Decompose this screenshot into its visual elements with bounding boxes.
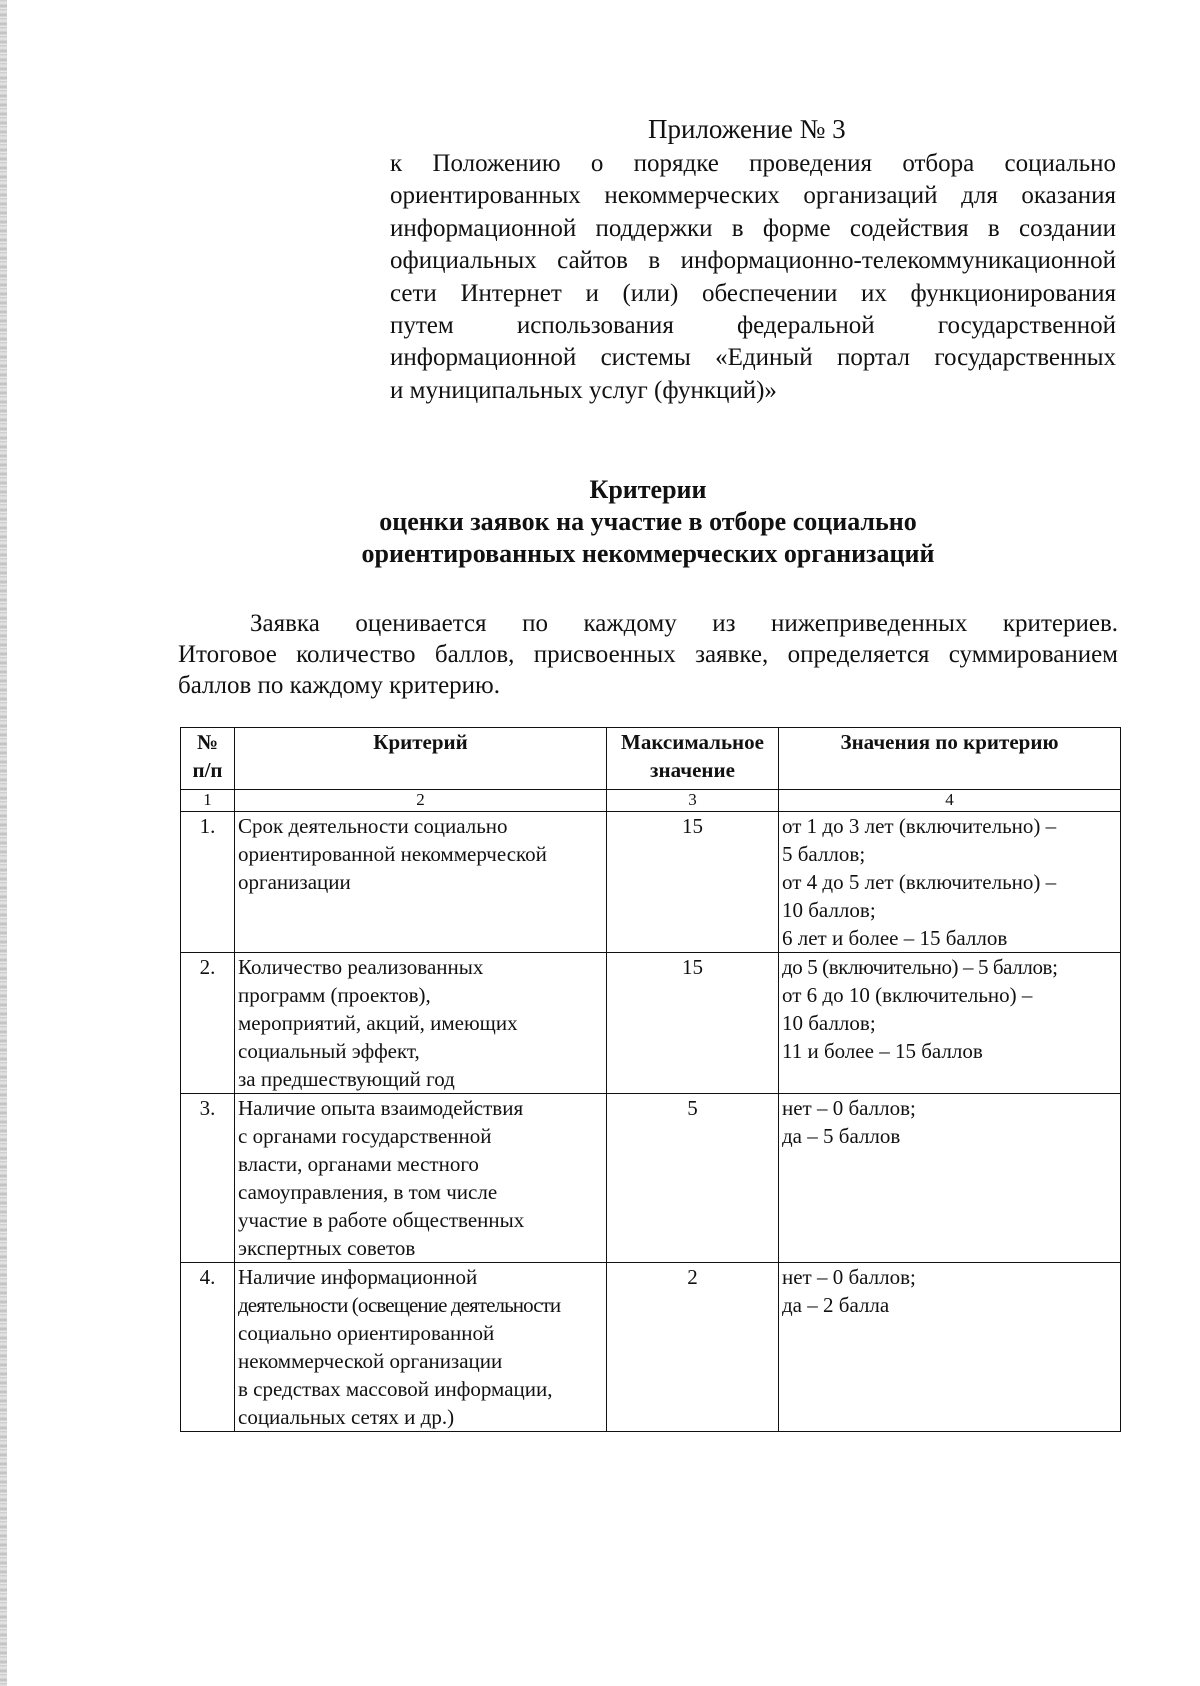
- header-max-line: значение: [650, 758, 735, 782]
- row-number: 4.: [181, 1263, 235, 1432]
- criterion-line: экспертных советов: [238, 1236, 416, 1260]
- header-number-line: п/п: [192, 758, 223, 782]
- criterion-line: социальных сетях и др.): [238, 1405, 455, 1429]
- column-index: 1: [181, 790, 235, 812]
- row-number: 1.: [181, 812, 235, 953]
- criterion-line: социально ориентированной: [238, 1321, 495, 1345]
- criterion-line: ориентированной некоммерческой: [238, 842, 547, 866]
- annex-reference: [390, 148, 1116, 407]
- table-row: [181, 812, 1121, 953]
- criterion-line: самоуправления, в том числе: [238, 1180, 498, 1204]
- value-line: 10 баллов;: [782, 898, 876, 922]
- value-line: да – 2 балла: [782, 1293, 890, 1317]
- heading-line: ориентированных некоммерческих организаций: [361, 539, 935, 568]
- criterion-cell: [235, 1263, 607, 1432]
- criteria-table: [180, 727, 1121, 1432]
- max-value-cell: 2: [607, 1263, 779, 1432]
- value-line: да – 5 баллов: [782, 1124, 901, 1148]
- value-line: нет – 0 баллов;: [782, 1096, 916, 1120]
- max-value-cell: 15: [607, 953, 779, 1094]
- scan-edge: [0, 0, 7, 1686]
- criterion-line: социальный эффект,: [238, 1039, 420, 1063]
- values-cell: [779, 812, 1121, 953]
- values-cell: [779, 1263, 1121, 1432]
- criterion-line: деятельности (освещение деятельности: [238, 1293, 561, 1317]
- table-row: [181, 1094, 1121, 1263]
- criterion-line: власти, органами местного: [238, 1152, 479, 1176]
- criterion-cell: [235, 953, 607, 1094]
- criterion-line: Наличие информационной: [238, 1265, 478, 1289]
- intro-paragraph: [178, 608, 1118, 701]
- row-number: 2.: [181, 953, 235, 1094]
- values-cell: [779, 1094, 1121, 1263]
- value-line: до 5 (включительно) – 5 баллов;: [782, 955, 1058, 979]
- criterion-line: мероприятий, акций, имеющих: [238, 1011, 518, 1035]
- value-line: от 6 до 10 (включительно) –: [782, 983, 1033, 1007]
- criterion-line: с органами государственной: [238, 1124, 492, 1148]
- value-line: 5 баллов;: [782, 842, 866, 866]
- value-line: 11 и более – 15 баллов: [782, 1039, 983, 1063]
- value-line: 10 баллов;: [782, 1011, 876, 1035]
- annex-line: информационной поддержки в форме содействия в создании: [390, 214, 1116, 242]
- max-value-cell: 15: [607, 812, 779, 953]
- header-number: [181, 728, 235, 790]
- header-max-line: Максимальное: [621, 730, 764, 754]
- value-line: от 1 до 3 лет (включительно) –: [782, 814, 1057, 838]
- row-number: 3.: [181, 1094, 235, 1263]
- criterion-line: Срок деятельности социально: [238, 814, 508, 838]
- column-index-row: [181, 790, 1121, 812]
- annex-title: Приложение № 3: [648, 114, 846, 144]
- table-row: [181, 953, 1121, 1094]
- header-max-value: [607, 728, 779, 790]
- max-value-cell: 5: [607, 1094, 779, 1263]
- criterion-line: Наличие опыта взаимодействия: [238, 1096, 524, 1120]
- header-values: Значения по критерию: [779, 728, 1121, 790]
- annex-line: путем использования федеральной государственной: [390, 312, 1116, 340]
- column-index: 3: [607, 790, 779, 812]
- intro-line: баллов по каждому критерию.: [178, 672, 500, 699]
- header-number-line: №: [196, 730, 219, 754]
- criterion-line: программ (проектов),: [238, 983, 431, 1007]
- value-line: нет – 0 баллов;: [782, 1265, 916, 1289]
- document-heading: [310, 474, 986, 570]
- annex-line: к Положению о порядке проведения отбора социально: [390, 150, 1116, 177]
- criterion-line: Количество реализованных: [238, 955, 484, 979]
- annex-line: информационной системы «Единый портал государственных: [390, 344, 1116, 372]
- criterion-line: за предшествующий год: [238, 1067, 455, 1091]
- criterion-line: организации: [238, 870, 351, 894]
- heading-line: оценки заявок на участие в отборе социально: [379, 507, 917, 536]
- values-cell: [779, 953, 1121, 1094]
- criterion-cell: [235, 1094, 607, 1263]
- heading-line: Критерии: [589, 475, 707, 504]
- annex-line: сети Интернет и (или) обеспечении их функционирования: [390, 279, 1116, 307]
- criterion-line: участие в работе общественных: [238, 1208, 525, 1232]
- annex-line: ориентированных некоммерческих организаций для оказания: [390, 182, 1116, 210]
- column-index: 4: [779, 790, 1121, 812]
- intro-line: Заявка оценивается по каждому из нижеприведенных критериев.: [250, 610, 1118, 637]
- criterion-line: некоммерческой организации: [238, 1349, 503, 1373]
- criterion-cell: [235, 812, 607, 953]
- intro-line: Итоговое количество баллов, присвоенных заявке, определяется суммированием: [178, 641, 1118, 668]
- table-header-row: [181, 728, 1121, 790]
- annex-line: и муниципальных услуг (функций)»: [390, 376, 777, 404]
- column-index: 2: [235, 790, 607, 812]
- table-row: [181, 1263, 1121, 1432]
- header-criterion: Критерий: [235, 728, 607, 790]
- value-line: от 4 до 5 лет (включительно) –: [782, 870, 1057, 894]
- criterion-line: в средствах массовой информации,: [238, 1377, 553, 1401]
- value-line: 6 лет и более – 15 баллов: [782, 926, 1008, 950]
- annex-line: официальных сайтов в информационно-телекоммуникационной: [390, 247, 1116, 275]
